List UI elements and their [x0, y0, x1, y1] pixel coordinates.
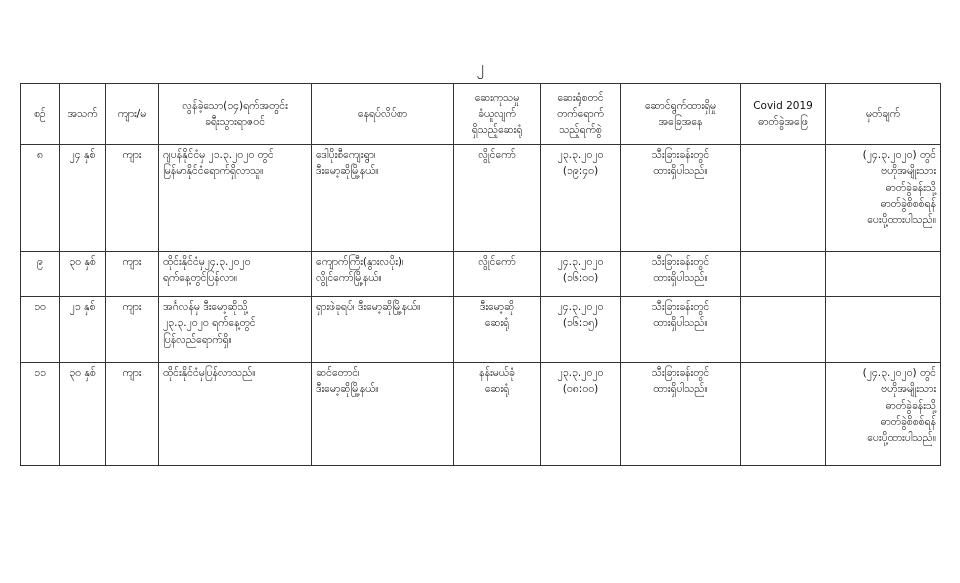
table-header-row: [21, 84, 941, 145]
cell-address: ဆင်တောင်၊ ဒီးမော့ဆိုမြို့နယ်။: [312, 363, 454, 466]
cell-hospital: လွိုင်ကော်: [454, 252, 541, 297]
header-remark: မှတ်ချက်: [826, 84, 941, 145]
patient-records-table: [20, 83, 941, 466]
header-no: စဉ်: [21, 84, 60, 145]
cell-sex: ကျား: [106, 252, 159, 297]
cell-status: သီးခြားခန်းတွင် ထားရှိပါသည်။: [621, 363, 741, 466]
cell-no: ၉: [21, 252, 60, 297]
header-travel-history: လွန်ခဲ့သော(၁၄)ရက်အတွင်း ခရီးသွားရာဇဝင်: [159, 84, 312, 145]
cell-covid-result: [741, 363, 826, 466]
cell-travel-history: ထိုင်းနိုင်ငံမှပြန်လာသည်။: [159, 363, 312, 466]
header-status: ဆောင်ရွက်ထားရှိမှု အခြေအနေ: [621, 84, 741, 145]
cell-sex: ကျား: [106, 145, 159, 252]
cell-hospital: နန်းမယ်ခုံ ဆေးရုံ: [454, 363, 541, 466]
cell-status: သီးခြားခန်းတွင် ထားရှိပါသည်။: [621, 297, 741, 363]
cell-sex: ကျား: [106, 297, 159, 363]
cell-admit-date: ၂၃.၃.၂၀၂၀ (၁၉:၄၀): [541, 145, 621, 252]
header-address: နေရပ်လိပ်စာ: [312, 84, 454, 145]
cell-remark: (၂၄.၃.၂၀၂၀) တွင် ဗဟိုအမျိုးသား ဓာတ်ခွဲခန်းသို့ ဓာတ်ခွဲစိစစ်ရန် ပေးပို့ထားပါသည်။: [826, 363, 941, 466]
page-number: ၂: [476, 58, 484, 76]
cell-covid-result: [741, 297, 826, 363]
cell-travel-history: ထိုင်းနိုင်ငံမှ၂၄.၃.၂၀၂၀ ရက်နေ့တွင်ပြန်လာ။: [159, 252, 312, 297]
cell-no: ၁၁: [21, 363, 60, 466]
table-row: [21, 297, 941, 363]
cell-remark: [826, 297, 941, 363]
header-admit-date: ဆေးရုံစတင် တက်ရောက် သည့်ရက်စွဲ: [541, 84, 621, 145]
header-sex: ကျား/မ: [106, 84, 159, 145]
cell-hospital: လွိုင်ကော်: [454, 145, 541, 252]
cell-age: ၂၄ နှစ်: [60, 145, 106, 252]
cell-admit-date: ၂၄.၃.၂၀၂၀ (၁၆:၀၀): [541, 252, 621, 297]
cell-admit-date: ၂၃.၃.၂၀၂၀ (၀၈:၀၀): [541, 363, 621, 466]
header-age: အသက်: [60, 84, 106, 145]
header-covid-result: Covid 2019 ဓာတ်ခွဲအဖြေ: [741, 84, 826, 145]
cell-address: ရှားဖဲခုရပ်၊ ဒီးမော့ဆိုမြို့နယ်။: [312, 297, 454, 363]
table-row: [21, 363, 941, 466]
cell-travel-history: အင်္ဂလန်မှ ဒီးမော့ဆိုသို့ ၂၃.၃.၂၀၂၀ ရက်နေ့တွင် ပြန်လည်ရောက်ရှိ။: [159, 297, 312, 363]
cell-age: ၃၀ နှစ်: [60, 252, 106, 297]
cell-sex: ကျား: [106, 363, 159, 466]
cell-hospital: ဒီးမော့ဆို ဆေးရုံ: [454, 297, 541, 363]
cell-remark: (၂၄.၃.၂၀၂၀) တွင် ဗဟိုအမျိုးသား ဓာတ်ခွဲခန်းသို့ ဓာတ်ခွဲစိစစ်ရန် ပေးပို့ထားပါသည်။: [826, 145, 941, 252]
cell-address: ဒေါပိုးစီကျေးရွာ၊ ဒီးမော့ဆိုမြို့နယ်။: [312, 145, 454, 252]
cell-age: ၃၀ နှစ်: [60, 363, 106, 466]
cell-covid-result: [741, 252, 826, 297]
cell-address: ကျောက်ကြီး(နွားလပိုး)၊ လွိုင်ကော်မြို့နယ်။: [312, 252, 454, 297]
cell-status: သီးခြားခန်းတွင် ထားရှိပါသည်။: [621, 145, 741, 252]
cell-admit-date: ၂၄.၃.၂၀၂၀ (၁၆:၁၅): [541, 297, 621, 363]
cell-covid-result: [741, 145, 826, 252]
cell-age: ၂၁ နှစ်: [60, 297, 106, 363]
table-row: [21, 252, 941, 297]
cell-status: သီးခြားခန်းတွင် ထားရှိပါသည်။: [621, 252, 741, 297]
table-row: [21, 145, 941, 252]
cell-no: ၁၀: [21, 297, 60, 363]
cell-remark: [826, 252, 941, 297]
cell-travel-history: ဂျပန်နိုင်ငံမှ ၂၁.၃.၂၀၂၀ တွင် မြန်မာနိုင်ငံရောက်ရှိလာသူ။: [159, 145, 312, 252]
header-hospital: ဆေးကုသမှု ခံယူလျက် ရှိသည့်ဆေးရုံ: [454, 84, 541, 145]
cell-no: ၈: [21, 145, 60, 252]
